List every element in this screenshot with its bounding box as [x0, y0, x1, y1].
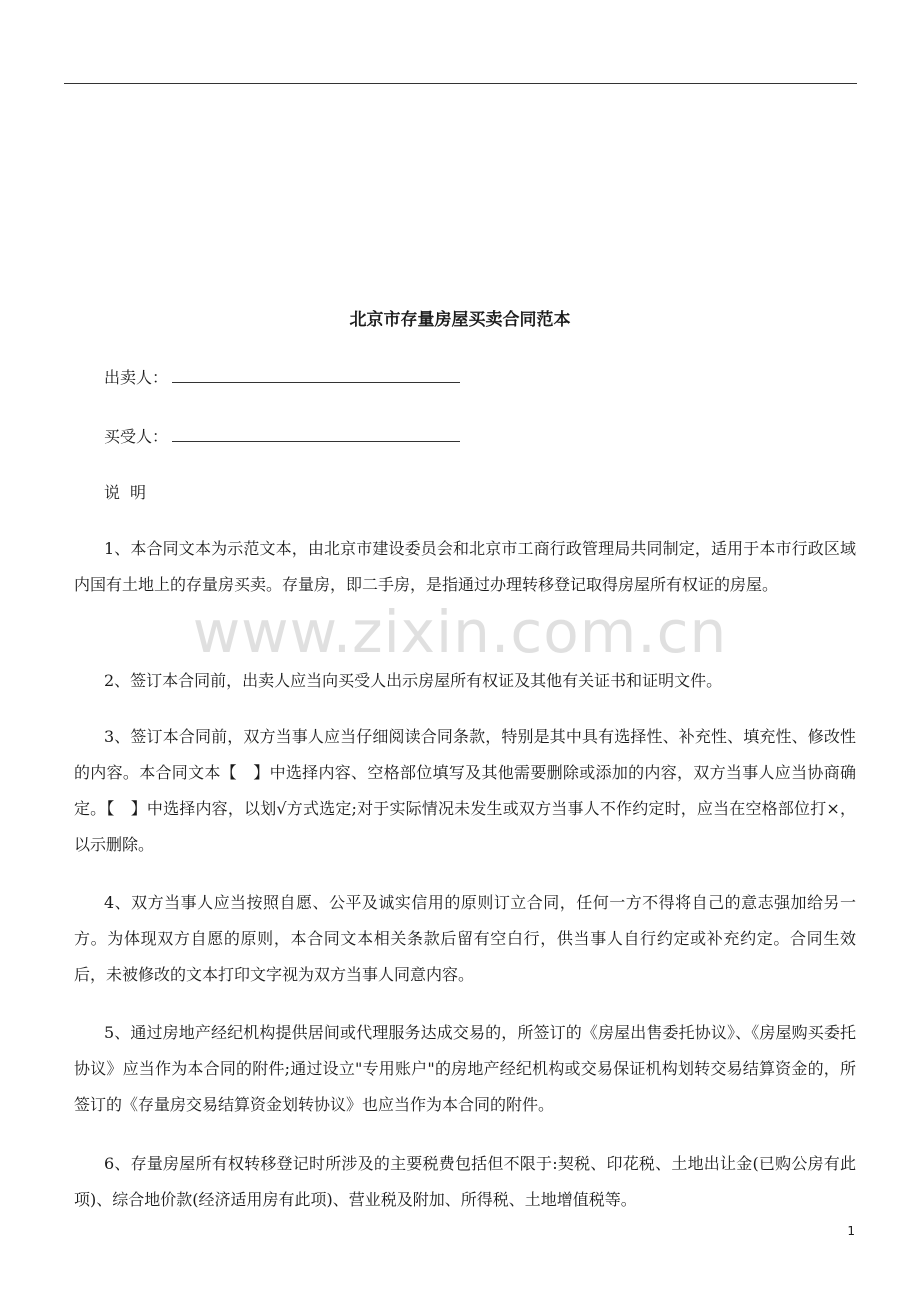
seller-label: 出卖人： [104, 368, 169, 387]
paragraph-6: 6、存量房屋所有权转移登记时所涉及的主要税费包括但不限于:契税、印花税、土地出让金(已购公房有此项)、综合地价款(经济适用房有此项)、营业税及附加、所得税、土地增值税等。 [74, 1154, 856, 1209]
seller-row [104, 366, 460, 389]
buyer-row [104, 425, 460, 448]
buyer-blank-line [172, 425, 460, 442]
paragraph-1: 1、本合同文本为示范文本，由北京市建设委员会和北京市工商行政管理局共同制定，适用于本市行政区域内国有土地上的存量房买卖。存量房，即二手房，是指通过办理转移登记取得房屋所有权证的房屋。 [74, 539, 856, 594]
section-heading: 说明 [104, 483, 157, 502]
page-number: 1 [847, 1224, 855, 1238]
buyer-label: 买受人： [104, 427, 169, 446]
watermark: www.zixin.com.cn [192, 598, 728, 666]
document-title: 北京市存量房屋买卖合同范本 [349, 310, 571, 330]
paragraph-3: 3、签订本合同前，双方当事人应当仔细阅读合同条款，特别是其中具有选择性、补充性、填充性、修改性的内容。本合同文本【 】中选择内容、空格部位填写及其他需要删除或添加的内容，双方当事人应当协商确定。【 】中选择内容，以划√方式选定;对于实际情况未发生或双方当事人不作约定时，应当在空格部位打×，以示删除。 [74, 727, 856, 854]
seller-blank-line [172, 366, 460, 383]
paragraph-2: 2、签订本合同前，出卖人应当向买受人出示房屋所有权证及其他有关证书和证明文件。 [104, 671, 723, 690]
paragraph-4: 4、双方当事人应当按照自愿、公平及诚实信用的原则订立合同，任何一方不得将自己的意志强加给另一方。为体现双方自愿的原则，本合同文本相关条款后留有空白行，供当事人自行约定或补充约定。合同生效后，未被修改的文本打印文字视为双方当事人同意内容。 [74, 893, 856, 984]
header-rule [64, 83, 857, 84]
paragraph-5: 5、通过房地产经纪机构提供居间或代理服务达成交易的，所签订的《房屋出售委托协议》、《房屋购买委托协议》应当作为本合同的附件;通过设立"专用账户"的房地产经纪机构或交易保证机构划转交易结算资金的，所签订的《存量房交易结算资金划转协议》也应当作为本合同的附件。 [74, 1023, 856, 1114]
